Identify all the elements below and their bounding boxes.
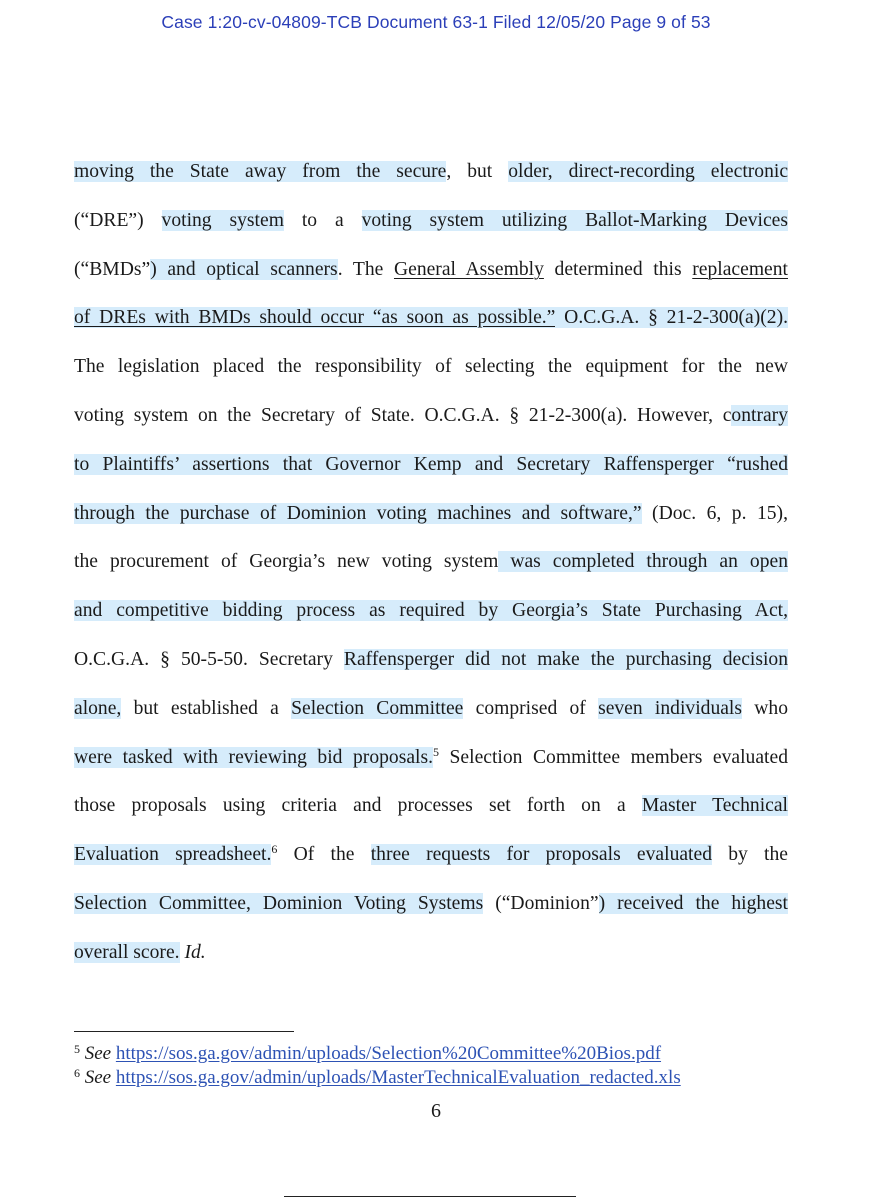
text-span: to a bbox=[283, 209, 362, 231]
text-line bbox=[74, 538, 788, 587]
highlighted-text: to Plaintiffs’ assertions that Governor Kemp and Secretary Raffensperger “rushed bbox=[74, 453, 788, 475]
text-span: Selection Committee members evaluated bbox=[439, 746, 788, 768]
footnote-rule bbox=[74, 1031, 294, 1032]
text-line bbox=[74, 880, 788, 929]
footnote-see: See bbox=[84, 1067, 112, 1088]
text-line bbox=[74, 636, 788, 685]
text-line bbox=[74, 587, 788, 636]
highlighted-text: O.C.G.A. § 21-2-300(a)(2). bbox=[555, 307, 789, 329]
case-header: Case 1:20-cv-04809-TCB Document 63-1 Filed 12/05/20 Page 9 of 53 bbox=[161, 12, 711, 32]
footnote-6 bbox=[74, 1067, 681, 1089]
text-span: but established a bbox=[121, 697, 292, 719]
text-line bbox=[74, 831, 788, 880]
text-span: . The bbox=[337, 258, 394, 280]
highlighted-text: ) and optical scanners bbox=[150, 258, 338, 280]
footnote-link[interactable]: https://sos.ga.gov/admin/uploads/Selection%20Committee%20Bios.pdf bbox=[115, 1043, 662, 1064]
footnote-ref: 6 bbox=[271, 842, 278, 857]
footnote-link[interactable]: https://sos.ga.gov/admin/uploads/MasterTechnicalEvaluation_redacted.xls bbox=[115, 1067, 681, 1088]
highlighted-text: of DREs with BMDs should occur “as soon as possible.” bbox=[74, 307, 556, 329]
text-span: who bbox=[742, 697, 789, 719]
text-span: Of the bbox=[277, 844, 371, 866]
page-number: 6 bbox=[431, 1100, 441, 1122]
highlighted-text: and competitive bidding process as required by Georgia’s State Purchasing Act, bbox=[74, 600, 788, 622]
text-line bbox=[74, 343, 788, 392]
highlighted-text: Selection Committee bbox=[291, 697, 464, 719]
highlighted-text: were tasked with reviewing bid proposals. bbox=[74, 746, 433, 768]
highlighted-text: Master Technical bbox=[641, 795, 788, 817]
text-span: O.C.G.A. § 50-5-50. Secretary bbox=[74, 648, 344, 670]
text-span: , but bbox=[446, 161, 509, 182]
highlighted-text: Selection Committee, Dominion Voting Systems bbox=[74, 892, 484, 914]
footnote-ref: 5 bbox=[433, 744, 439, 759]
text-line bbox=[74, 246, 788, 295]
highlighted-text: moving the State away from the secure bbox=[74, 161, 447, 182]
text-line bbox=[74, 148, 788, 197]
text-line bbox=[74, 441, 788, 490]
text-span: voting system on the Secretary of State. O.C.G.A. § 21-2-300(a). However, c bbox=[74, 404, 732, 426]
text-span: the procurement of Georgia’s new voting system bbox=[74, 551, 499, 573]
text-span: by the bbox=[712, 844, 788, 866]
highlighted-text: Raffensperger did not make the purchasing decision bbox=[343, 648, 788, 670]
highlighted-text: through the purchase of Dominion voting machines and software,” bbox=[74, 502, 642, 524]
text-span: (Doc. 6, p. 15), bbox=[641, 502, 788, 524]
highlighted-text: Evaluation spreadsheet. bbox=[74, 844, 272, 866]
text-span: (“BMDs” bbox=[74, 258, 151, 280]
text-line bbox=[74, 490, 788, 539]
text-span: comprised of bbox=[463, 697, 599, 719]
text-span: (“DRE”) bbox=[74, 209, 162, 231]
highlighted-text: voting system bbox=[161, 209, 284, 231]
text-span: those proposals using criteria and processes set forth on a bbox=[74, 795, 642, 817]
text-span: The legislation placed the responsibility of selecting the equipment for the new bbox=[74, 356, 788, 378]
highlighted-text: voting system utilizing Ballot-Marking Devices bbox=[361, 209, 788, 231]
text-line bbox=[74, 392, 788, 441]
highlighted-text: overall score. bbox=[74, 941, 180, 963]
bottom-divider bbox=[284, 1196, 576, 1197]
highlighted-text: was completed through an open bbox=[498, 551, 788, 573]
text-span: General Assembly bbox=[393, 258, 544, 280]
body-text bbox=[74, 148, 788, 978]
highlighted-text: seven individuals bbox=[598, 697, 743, 719]
highlighted-text: alone, bbox=[74, 697, 122, 719]
text-line bbox=[74, 294, 788, 343]
text-line bbox=[74, 685, 788, 734]
text-line bbox=[74, 197, 788, 246]
footnote-number: 5 bbox=[74, 1042, 80, 1056]
text-span: Id. bbox=[184, 941, 206, 963]
footnote-see: See bbox=[84, 1043, 112, 1064]
highlighted-text: three requests for proposals evaluated bbox=[370, 844, 712, 866]
text-span: determined this bbox=[543, 258, 693, 280]
footnote-5 bbox=[74, 1043, 661, 1065]
text-span: replacement bbox=[692, 258, 788, 280]
footnote-number: 6 bbox=[74, 1066, 80, 1080]
text-span: (“Dominion” bbox=[483, 892, 599, 914]
highlighted-text: ) received the highest bbox=[598, 892, 788, 914]
text-line bbox=[74, 782, 788, 831]
highlighted-text: ontrary bbox=[731, 404, 788, 426]
text-line bbox=[74, 734, 788, 783]
highlighted-text: older, direct-recording electronic bbox=[508, 161, 789, 182]
text-line bbox=[74, 929, 788, 978]
